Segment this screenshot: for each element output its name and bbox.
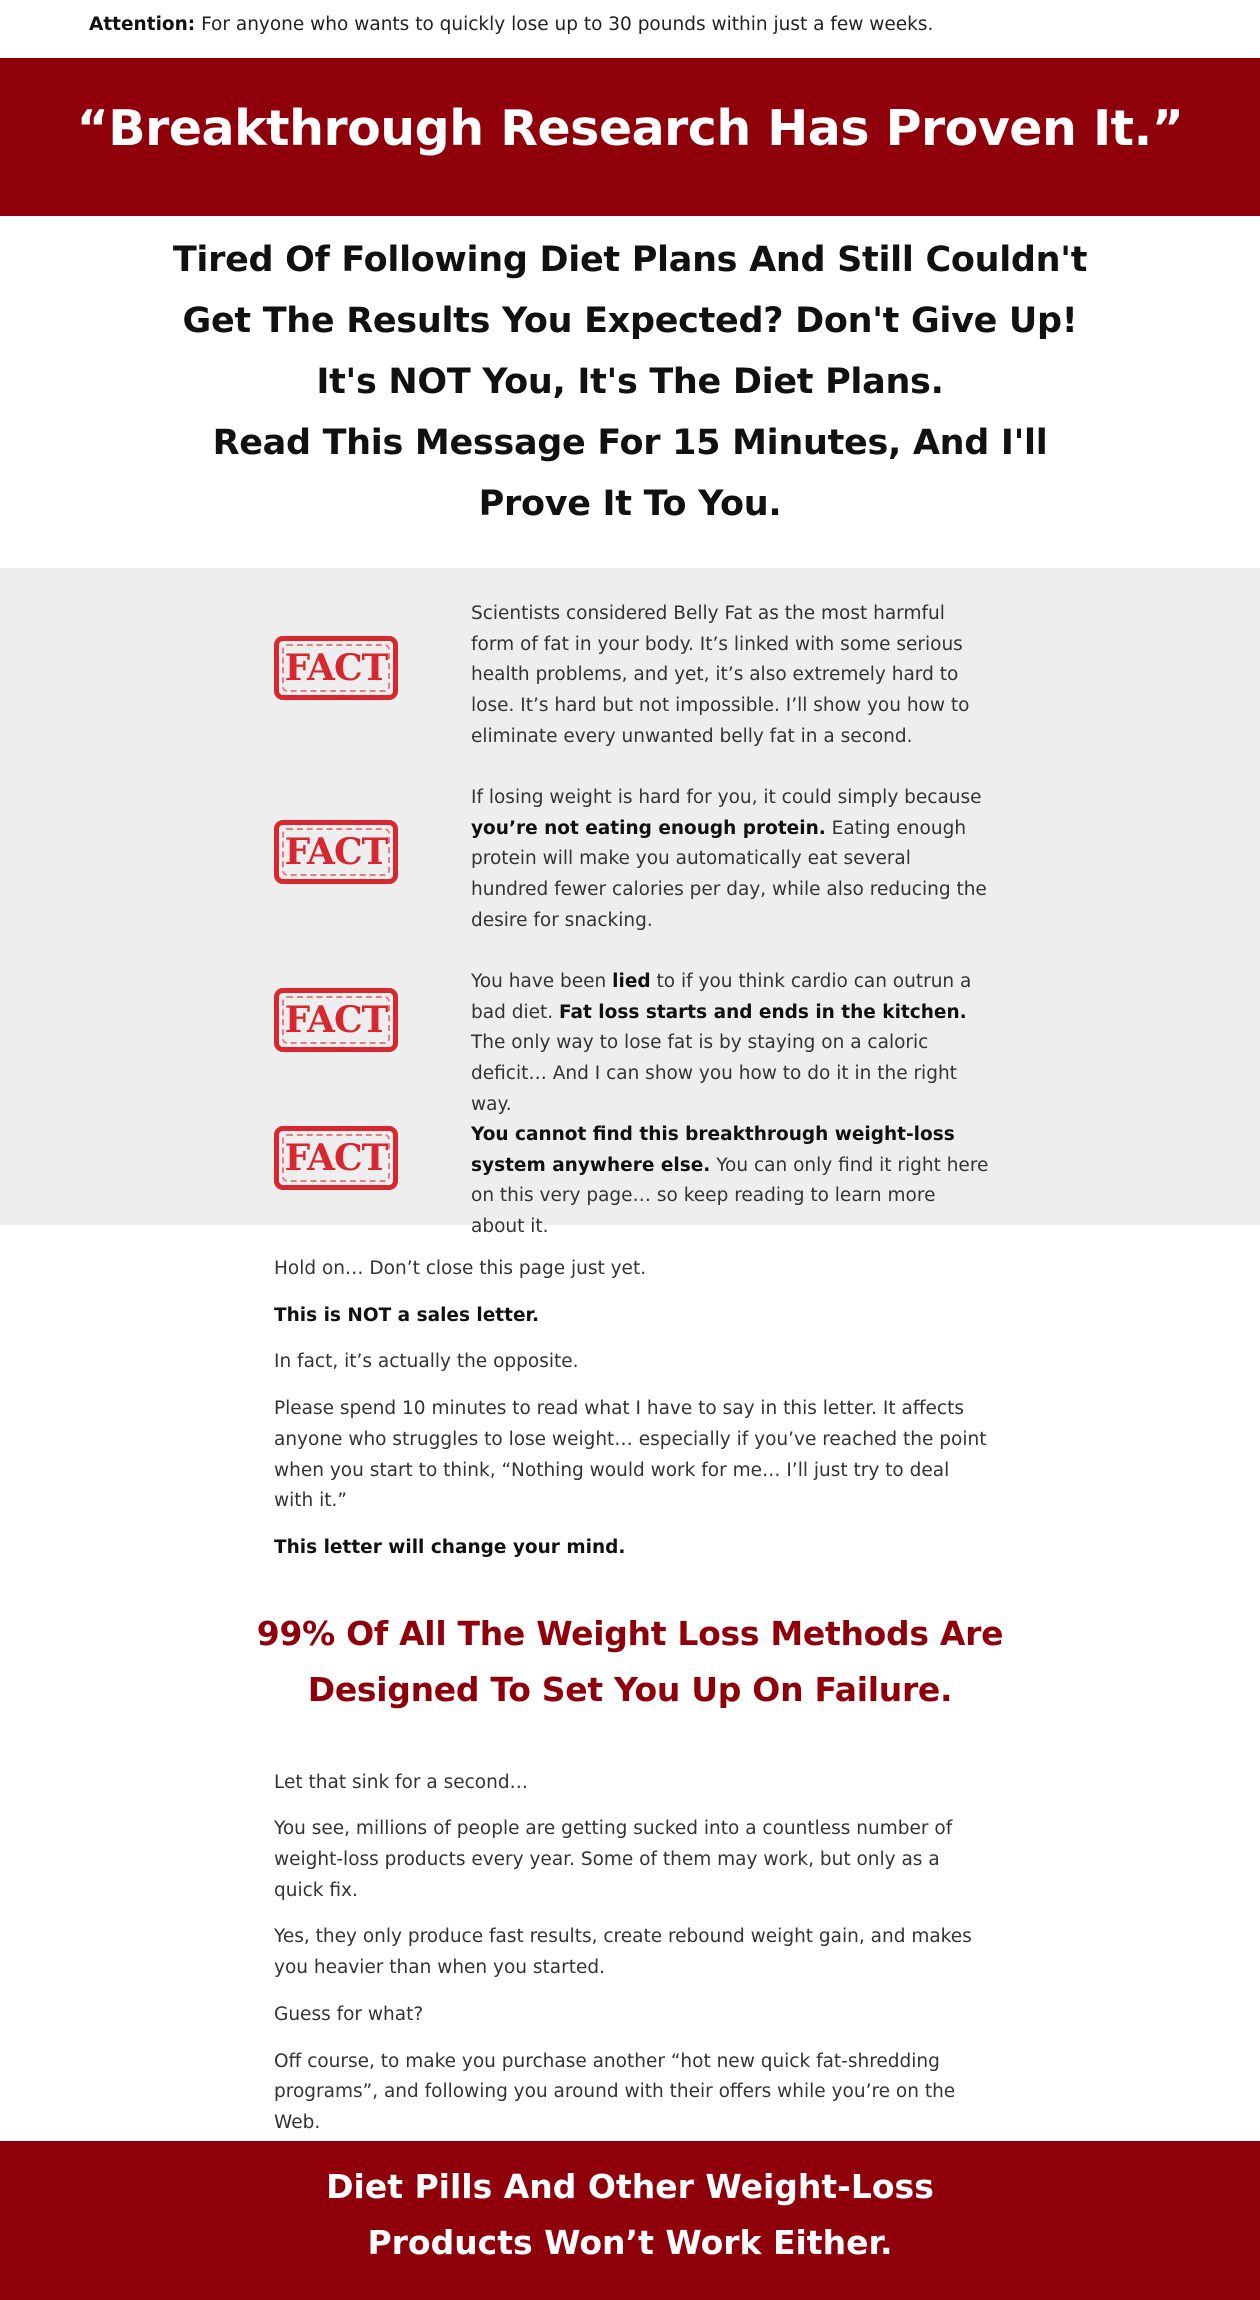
fact-text-segment: Scientists considered Belly Fat as the most harmful form of fat in your body. It’s linked with some serious health problems, and yet, it’s also extremely hard to lose. It’s hard but not impossible. I’ll show you how to eliminate every unwanted belly fat in a second. <box>471 603 970 747</box>
section-headline-line: 99% Of All The Weight Loss Methods Are <box>256 1613 1004 1653</box>
fact-text-segment: You have been <box>471 971 613 992</box>
body-paragraph: Off course, to make you purchase another “hot new quick fat-shredding programs”, and following you around with their offers while you’re on the Web. <box>274 2050 956 2133</box>
intro-paragraph: Please spend 10 minutes to read what I have to say in this letter. It affects anyone who struggles to lose weight… especially if you’ve reached the point when you start to think, “Nothing would work for me… I’ll just try to deal with it.” <box>274 1398 987 1512</box>
attention-bar <box>0 0 1260 58</box>
intro-paragraph: In fact, it’s actually the opposite. <box>274 1351 579 1373</box>
body-paragraph: Let that sink for a second… <box>274 1771 529 1793</box>
bottom-banner <box>0 2141 1260 2300</box>
main-headline <box>0 216 1260 568</box>
intro-paragraph-bold: This letter will change your mind. <box>274 1536 626 1558</box>
section-headline <box>0 1606 1260 1718</box>
fact-stamp-icon: FACT <box>274 820 398 884</box>
fact-stamp-icon: FACT <box>274 1126 398 1190</box>
attention-label: Attention: <box>89 14 196 35</box>
top-banner <box>0 58 1260 216</box>
fact-stamp-icon: FACT <box>274 988 398 1052</box>
top-banner-title: “Breakthrough Research Has Proven It.” <box>76 100 1184 157</box>
headline-line: Prove It To You. <box>478 484 782 524</box>
fact-text-segment: If losing weight is hard for you, it could simply because <box>471 787 982 808</box>
fact-stamp-icon: FACT <box>274 636 398 700</box>
intro-paragraph: Hold on… Don’t close this page just yet. <box>274 1258 647 1279</box>
facts-section <box>0 568 1260 1238</box>
fact-text <box>471 967 991 1121</box>
attention-text: For anyone who wants to quickly lose up to 30 pounds within just a few weeks. <box>195 14 934 35</box>
intro-section <box>274 1254 994 1564</box>
fact-text-segment: to if you think cardio can outrun a bad diet. <box>471 971 972 1023</box>
fact-text-segment: The only way to lose fat is by staying on a caloric deficit… And I can show you how to do it in the right way. <box>471 1032 957 1115</box>
section-body <box>274 1768 994 2139</box>
fact-text <box>471 783 991 937</box>
headline-line: It's NOT You, It's The Diet Plans. <box>316 362 944 402</box>
fact-text-bold: Fat loss starts and ends in the kitchen. <box>558 1001 967 1023</box>
fact-text-segment: You can only find it right here on this very page… so keep reading to learn more about it. <box>471 1154 989 1238</box>
body-paragraph: Yes, they only produce fast results, create rebound weight gain, and makes you heavier than when you started. <box>274 1926 972 1979</box>
fact-text <box>471 599 991 753</box>
body-paragraph: You see, millions of people are getting sucked into a countless number of weight-loss products every year. Some of them may work, but only as a quick fix. <box>274 1818 953 1901</box>
fact-text-bold: you’re not eating enough protein. <box>471 817 826 839</box>
fact-text-segment: Eating enough protein will make you automatically eat several hundred fewer calories per day, while also reducing the desire for snacking. <box>471 817 987 931</box>
fact-text-bold: lied <box>612 971 651 992</box>
headline-line: Tired Of Following Diet Plans And Still Couldn't <box>172 240 1088 280</box>
body-paragraph: Guess for what? <box>274 2003 424 2025</box>
headline-line: Get The Results You Expected? Don't Give Up! <box>182 301 1078 341</box>
intro-paragraph-bold: This is NOT a sales letter. <box>274 1304 540 1326</box>
bottom-banner-line: Diet Pills And Other Weight-Loss <box>326 2167 934 2206</box>
bottom-banner-line: Products Won’t Work Either. <box>367 2223 893 2262</box>
fact-text <box>471 1120 991 1243</box>
section-headline-line: Designed To Set You Up On Failure. <box>307 1669 953 1709</box>
fact-text-bold: You cannot find this breakthrough weight-loss system anywhere else. <box>471 1124 955 1176</box>
headline-line: Read This Message For 15 Minutes, And I'll <box>212 423 1048 463</box>
